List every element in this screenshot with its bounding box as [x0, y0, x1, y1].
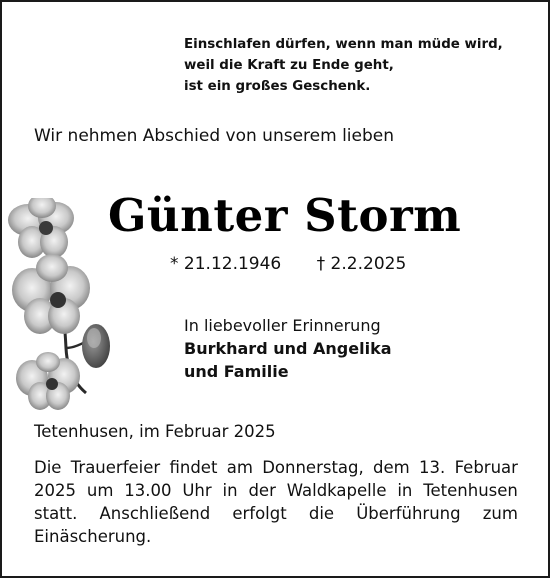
word: am — [226, 458, 253, 477]
word: erfolgt — [232, 504, 287, 523]
word: Waldkapelle — [286, 481, 387, 500]
place-date: Tetenhusen, im Februar 2025 — [34, 422, 276, 441]
funeral-line — [34, 479, 518, 502]
word: Die — [34, 458, 62, 477]
deceased-name: Günter Storm — [108, 189, 462, 242]
word: Überführung — [356, 504, 461, 523]
word: Februar — [454, 458, 518, 477]
remembrance-line: In liebevoller Erinnerung — [184, 316, 381, 335]
funeral-notice — [34, 456, 518, 548]
remembrance — [184, 314, 392, 383]
word: 2025 — [34, 481, 76, 500]
word: in — [222, 481, 238, 500]
life-dates — [170, 254, 406, 274]
word: 13. — [419, 458, 446, 477]
family-line-1: Burkhard und Angelika — [184, 339, 392, 358]
birth-date: * 21.12.1946 — [170, 254, 282, 274]
word: statt. — [34, 504, 78, 523]
word: der — [248, 481, 276, 500]
funeral-line-last: Einäscherung. — [34, 527, 152, 546]
word: findet — [169, 458, 218, 477]
word: dem — [373, 458, 410, 477]
word: die — [308, 504, 335, 523]
orchid-image — [4, 198, 116, 412]
word: zum — [482, 504, 518, 523]
family-line-2: und Familie — [184, 362, 289, 381]
funeral-line — [34, 456, 518, 479]
word: Uhr — [182, 481, 212, 500]
word: Trauerfeier — [70, 458, 161, 477]
death-date: † 2.2.2025 — [316, 254, 407, 274]
word: in — [397, 481, 413, 500]
funeral-line — [34, 502, 518, 525]
poem-line: weil die Kraft zu Ende geht, — [184, 58, 394, 73]
intro-text: Wir nehmen Abschied von unserem lieben — [34, 126, 395, 146]
word: Anschließend — [99, 504, 211, 523]
word: Donnerstag, — [262, 458, 364, 477]
word: 13.00 — [124, 481, 172, 500]
word: Tetenhusen — [423, 481, 518, 500]
word: um — [86, 481, 114, 500]
poem-line: Einschlafen dürfen, wenn man müde wird, — [184, 37, 503, 52]
poem — [184, 34, 524, 97]
poem-line: ist ein großes Geschenk. — [184, 79, 371, 94]
